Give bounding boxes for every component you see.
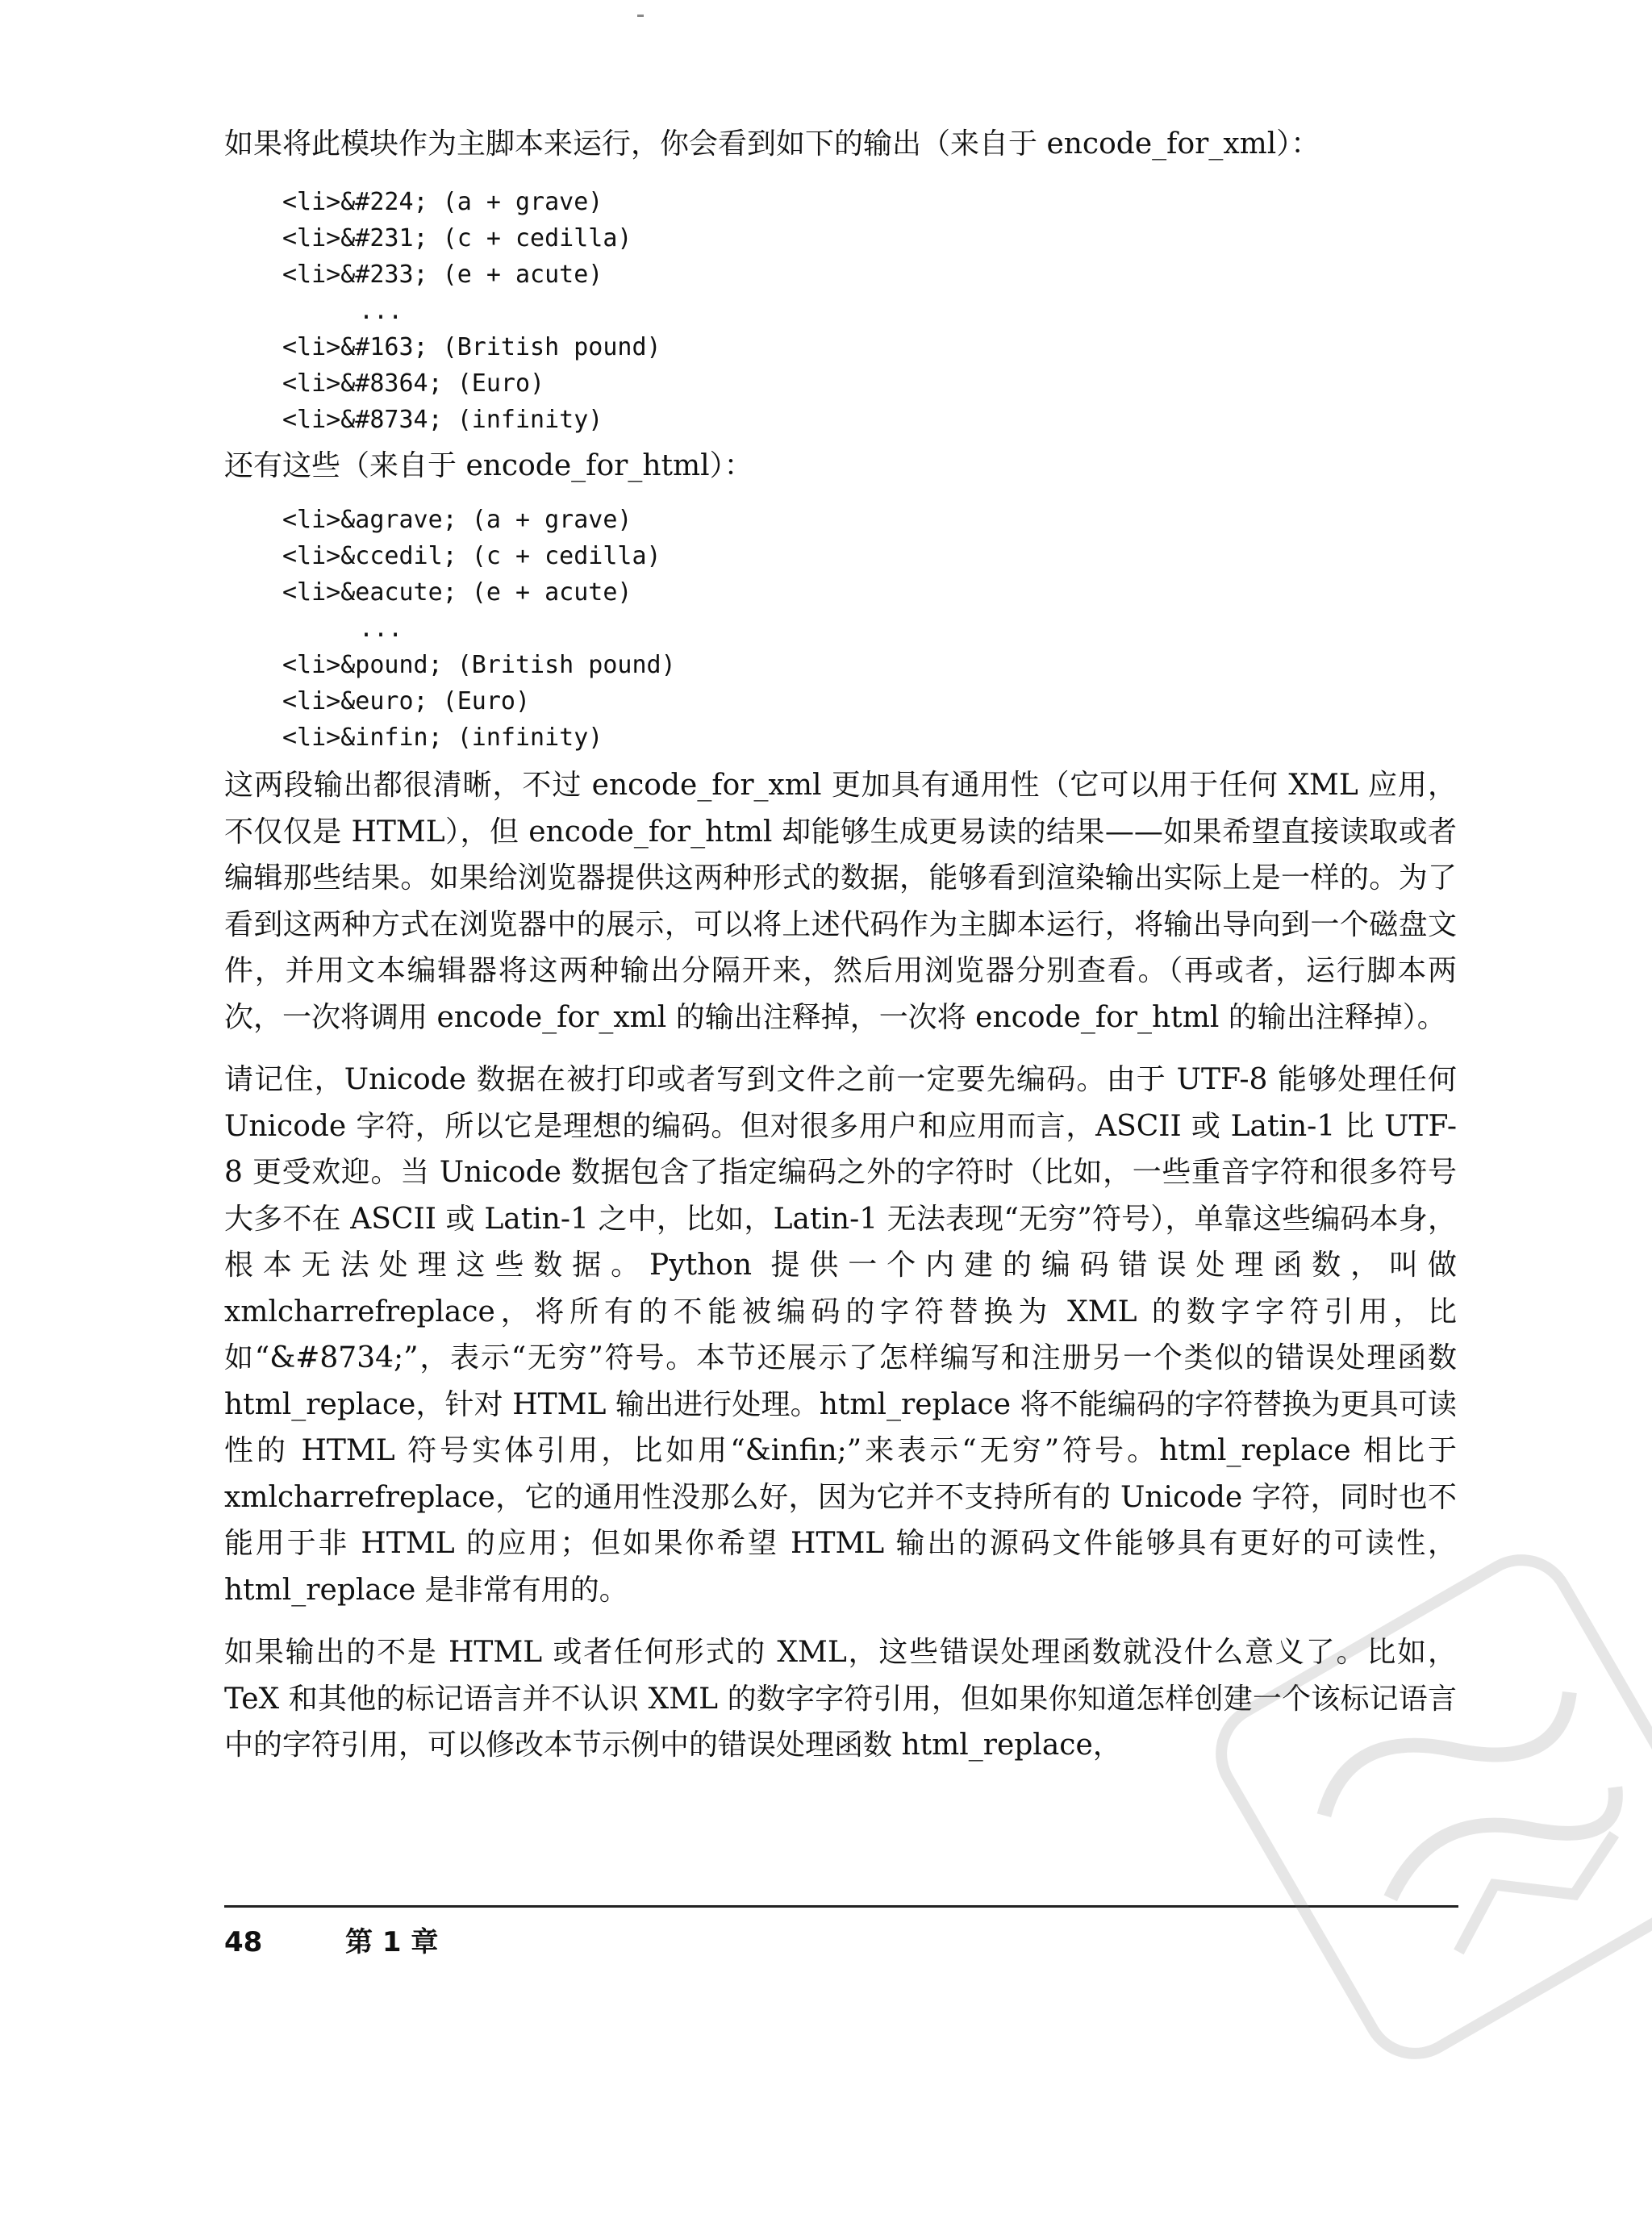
code-line: <li>&infin; (infinity) bbox=[282, 724, 603, 752]
code-ellipsis: ... bbox=[359, 615, 403, 643]
page-footer bbox=[224, 1920, 438, 1959]
code-line: <li>&#224; (a + grave) bbox=[282, 187, 603, 216]
body-paragraph: 请记住，Unicode 数据在被打印或者写到文件之前一定要先编码。由于 UTF-8 能够处理任何 Unicode 字符，所以它是理想的编码。但对很多用户和应用而言，ASCII 或 Latin-1 比 UTF-8 更受欢迎。当 Unicode 数据包含了指定编码之外的字符时（比如，一些重音字符和很多符号大多不在 ASCII 或 Latin-1 之中，比如，Latin-1 无法表现“无穷”符号），单靠这些编码本身，根本无法处理这些数据。Python 提供一个内建的编码错误处理函数，叫做 xmlcharrefreplace，将所有的不能被编码的字符替换为 XML 的数字字符引用，比如“&#8734;”，表示“无穷”符号。本节还展示了怎样编写和注册另一个类似的错误处理函数 html_replace，针对 HTML 输出进行处理。html_replace 将不能编码的字符替换为更具可读性的 HTML 符号实体引用，比如用“&infin;”来表示“无穷”符号。html_replace 相比于 xmlcharrefreplace，它的通用性没那么好，因为它并不支持所有的 Unicode 字符，同时也不能用于非 HTML 的应用；但如果你希望 HTML 输出的源码文件能够具有更好的可读性，html_replace 是非常有用的。 bbox=[224, 1063, 1457, 1607]
code-line: <li>&agrave; (a + grave) bbox=[282, 506, 632, 534]
body-paragraph: 如果输出的不是 HTML 或者任何形式的 XML，这些错误处理函数就没什么意义了。比如，TeX 和其他的标记语言并不认识 XML 的数字字符引用，但如果你知道怎样创建一个该标记语言中的字符引用，可以修改本节示例中的错误处理函数 html_replace， bbox=[224, 1636, 1457, 1762]
code-line: <li>&ccedil; (c + cedilla) bbox=[282, 542, 661, 570]
code-line: <li>&#163; (British pound) bbox=[282, 332, 661, 361]
scan-mark bbox=[637, 15, 644, 17]
code-line: <li>&eacute; (e + acute) bbox=[282, 578, 632, 607]
code-line: <li>&#233; (e + acute) bbox=[282, 260, 603, 289]
code-line: <li>&#8364; (Euro) bbox=[282, 369, 545, 398]
code-line: <li>&#231; (c + cedilla) bbox=[282, 223, 632, 252]
page-content bbox=[224, 121, 1457, 1769]
code-block-xml bbox=[282, 184, 1457, 438]
code-line: <li>&#8734; (infinity) bbox=[282, 405, 603, 434]
page-number: 48 bbox=[224, 1926, 263, 1958]
chapter-label: 第 1 章 bbox=[345, 1926, 439, 1958]
intro-paragraph: 如果将此模块作为主脚本来运行，你会看到如下的输出（来自于 encode_for_xml）： bbox=[224, 127, 1320, 161]
body-paragraph: 这两段输出都很清晰，不过 encode_for_xml 更加具有通用性（它可以用于任何 XML 应用，不仅仅是 HTML），但 encode_for_html 却能够生成更易读的结果——如果希望直接读取或者编辑那些结果。如果给浏览器提供这两种形式的数据，能够看到渲染输出实际上是一样的。为了看到这两种方式在浏览器中的展示，可以将上述代码作为主脚本运行，将输出导向到一个磁盘文件，并用文本编辑器将这两种输出分隔开来，然后用浏览器分别查看。（再或者，运行脚本两次，一次将调用 encode_for_xml 的输出注释掉，一次将 encode_for_html 的输出注释掉）。 bbox=[224, 769, 1457, 1034]
code-line: <li>&pound; (British pound) bbox=[282, 651, 676, 679]
code-ellipsis: ... bbox=[359, 296, 403, 325]
intro2-paragraph: 还有这些（来自于 encode_for_html）： bbox=[224, 448, 753, 482]
code-line: <li>&euro; (Euro) bbox=[282, 687, 531, 715]
code-block-html bbox=[282, 502, 1457, 756]
